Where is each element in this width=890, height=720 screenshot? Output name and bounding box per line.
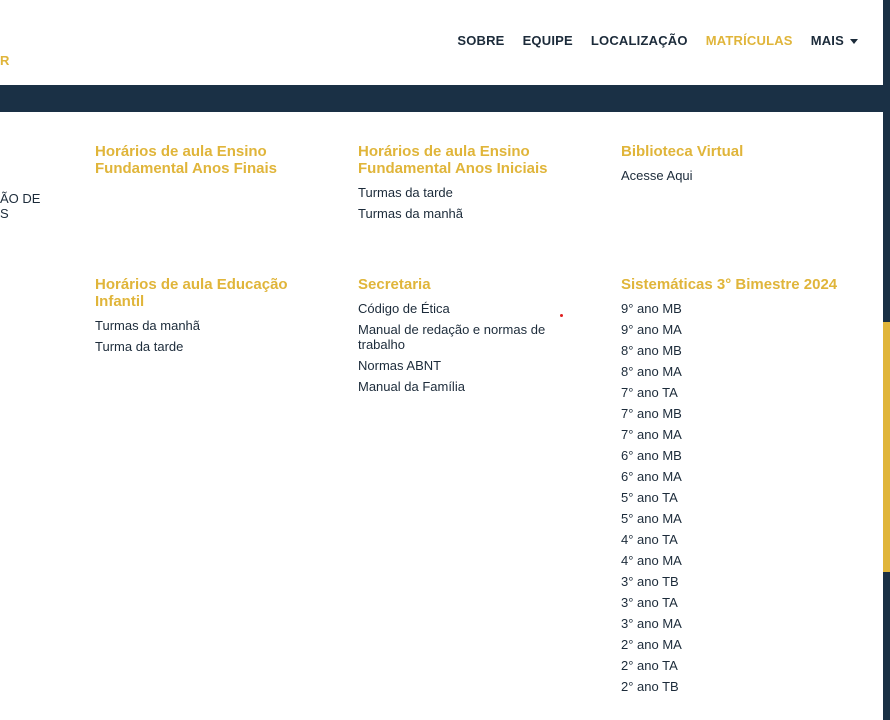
heading-secretaria: Secretaria	[358, 276, 431, 293]
menu-col-anos-finais	[95, 143, 320, 185]
link-sistematica[interactable]: 7° ano TA	[621, 385, 678, 400]
nav-sobre[interactable]: SOBRE	[457, 33, 505, 48]
heading-anos-finais: Horários de aula Ensino Fundamental Anos Finais	[95, 143, 277, 177]
link-sistematica[interactable]: 5° ano MA	[621, 511, 682, 526]
link-sistematica[interactable]: 6° ano MB	[621, 448, 682, 463]
link-sistematica[interactable]: 5° ano TA	[621, 490, 678, 505]
link-infantil-manha[interactable]: Turmas da manhã	[95, 318, 201, 333]
link-normas-abnt[interactable]: Normas ABNT	[358, 358, 442, 373]
navy-band	[0, 85, 883, 112]
menu-col-sistematicas	[621, 276, 866, 700]
link-infantil-tarde[interactable]: Turma da tarde	[95, 339, 184, 354]
link-sistematica[interactable]: 8° ano MA	[621, 364, 682, 379]
brand-text-fragment[interactable]: R	[0, 53, 10, 68]
link-sistematica[interactable]: 9° ano MA	[621, 322, 682, 337]
menu-col-infantil	[95, 276, 320, 360]
link-sistematica[interactable]: 4° ano MA	[621, 553, 682, 568]
menu-col-biblioteca	[621, 143, 846, 189]
link-acesse-aqui[interactable]: Acesse Aqui	[621, 168, 693, 183]
header	[0, 0, 883, 85]
link-turmas-tarde[interactable]: Turmas da tarde	[358, 185, 453, 200]
link-sistematica[interactable]: 2° ano MA	[621, 637, 682, 652]
heading-biblioteca: Biblioteca Virtual	[621, 143, 744, 160]
link-sistematica[interactable]: 4° ano TA	[621, 532, 678, 547]
link-sistematica[interactable]: 7° ano MB	[621, 406, 682, 421]
link-turmas-manha[interactable]: Turmas da manhã	[358, 206, 464, 221]
nav-equipe[interactable]: EQUIPE	[522, 33, 573, 48]
left-fragment-line2: S	[0, 206, 9, 221]
left-cut-off-text[interactable]	[0, 191, 40, 221]
link-sistematica[interactable]: 3° ano MA	[621, 616, 682, 631]
link-sistematica[interactable]: 2° ano TB	[621, 679, 679, 694]
main-nav	[457, 33, 858, 48]
nav-localizacao[interactable]: LOCALIZAÇÃO	[590, 33, 688, 48]
link-sistematica[interactable]: 6° ano MA	[621, 469, 682, 484]
heading-sistematicas: Sistemáticas 3° Bimestre 2024	[621, 276, 838, 293]
link-codigo-etica[interactable]: Código de Ética	[358, 301, 450, 316]
link-sistematica[interactable]: 2° ano TA	[621, 658, 678, 673]
chevron-down-icon	[850, 39, 858, 44]
left-fragment-line1: ÃO DE	[0, 191, 41, 206]
link-sistematica[interactable]: 3° ano TA	[621, 595, 678, 610]
link-sistematica[interactable]: 7° ano MA	[621, 427, 682, 442]
link-manual-familia[interactable]: Manual da Família	[358, 379, 465, 394]
cursor-dot	[560, 314, 563, 317]
menu-col-secretaria	[358, 276, 583, 400]
heading-infantil: Horários de aula Educação Infantil	[95, 276, 288, 310]
link-manual-redacao[interactable]: Manual de redação e normas de trabalho	[358, 322, 546, 352]
menu-col-anos-iniciais	[358, 143, 583, 227]
link-sistematica[interactable]: 3° ano TB	[621, 574, 679, 589]
heading-anos-iniciais: Horários de aula Ensino Fundamental Anos Iniciais	[358, 143, 548, 177]
scrollbar-thumb[interactable]	[883, 322, 890, 572]
nav-mais-label: MAIS	[810, 33, 844, 48]
nav-mais-dropdown[interactable]	[811, 33, 858, 48]
nav-matriculas[interactable]: MATRÍCULAS	[705, 33, 793, 48]
link-sistematica[interactable]: 8° ano MB	[621, 343, 682, 358]
link-sistematica[interactable]: 9° ano MB	[621, 301, 682, 316]
